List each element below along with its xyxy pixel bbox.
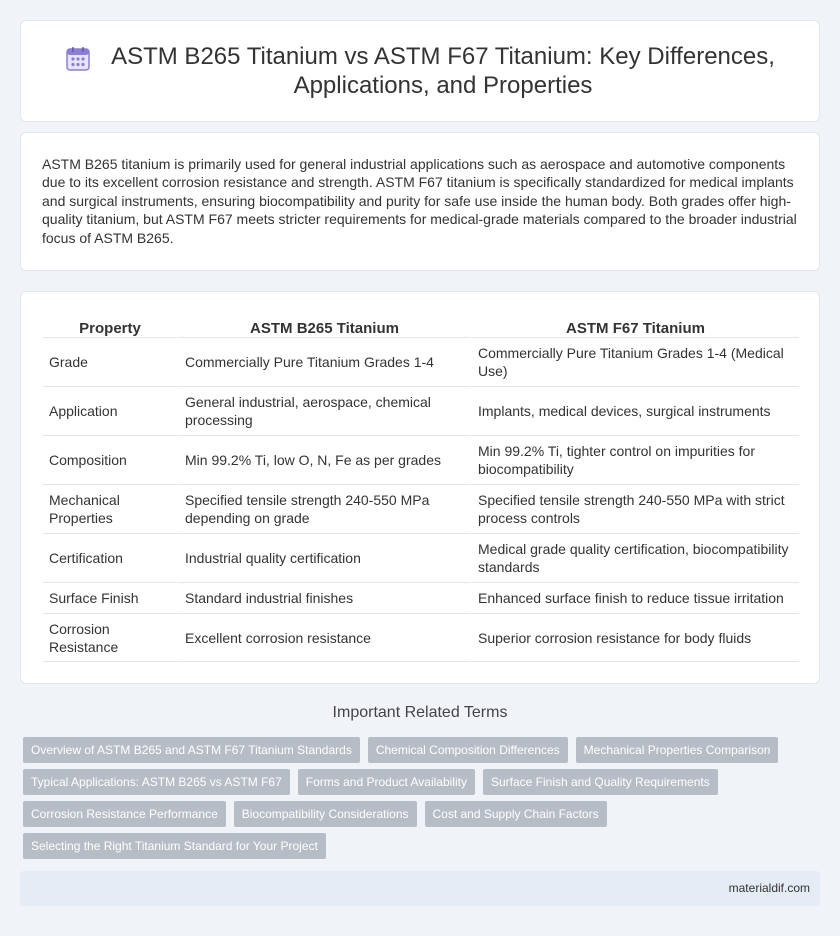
f67-cell: Implants, medical devices, surgical instruments: [470, 386, 799, 435]
related-terms-title: Important Related Terms: [332, 704, 508, 721]
property-cell: Mechanical Properties: [43, 484, 177, 533]
tag-row: [23, 769, 813, 795]
property-cell: Composition: [43, 435, 177, 484]
footer: [20, 871, 820, 906]
tag-row: [23, 737, 813, 763]
related-term-tag[interactable]: Overview of ASTM B265 and ASTM F67 Titanium Standards: [23, 737, 360, 763]
related-term-tag[interactable]: Cost and Supply Chain Factors: [425, 801, 607, 827]
comparison-card: [20, 291, 820, 684]
property-cell: Grade: [43, 337, 177, 386]
b265-cell: Excellent corrosion resistance: [177, 613, 470, 662]
property-cell: Corrosion Resistance: [43, 613, 177, 662]
property-cell: Certification: [43, 533, 177, 582]
tag-row: [23, 833, 813, 859]
f67-cell: Medical grade quality certification, biocompatibility standards: [470, 533, 799, 582]
f67-cell: Min 99.2% Ti, tighter control on impurities for biocompatibility: [470, 435, 799, 484]
tag-row: [23, 801, 813, 827]
intro-paragraph: ASTM B265 titanium is primarily used for general industrial applications such as aerospace and automotive components due to its excellent corrosion resistance and strength. ASTM F67 titanium is specifically standardized for medical implants and surgical instruments, ensuring biocompatibility and purity for safe use inside the human body. Both grades offer high-quality titanium, but ASTM F67 meets stricter requirements for medical-grade materials compared to the broader industrial focus of ASTM B265.: [42, 156, 797, 246]
site-name[interactable]: materialdif.com: [728, 881, 810, 895]
comparison-table: [43, 316, 799, 662]
f67-cell: Specified tensile strength 240-550 MPa with strict process controls: [470, 484, 799, 533]
page-title-line1: ASTM B265 Titanium vs ASTM F67 Titanium: Key Differences,: [111, 43, 775, 70]
table-row: [43, 533, 799, 582]
related-term-tag[interactable]: Forms and Product Availability: [298, 769, 475, 795]
b265-cell: General industrial, aerospace, chemical processing: [177, 386, 470, 435]
table-row: [43, 435, 799, 484]
column-header: ASTM B265 Titanium: [177, 316, 470, 337]
related-term-tag[interactable]: Corrosion Resistance Performance: [23, 801, 226, 827]
property-cell: Surface Finish: [43, 582, 177, 613]
related-term-tag[interactable]: Mechanical Properties Comparison: [576, 737, 779, 763]
header: [35, 42, 805, 100]
related-terms-list: [23, 737, 813, 865]
b265-cell: Commercially Pure Titanium Grades 1-4: [177, 337, 470, 386]
table-row: [43, 386, 799, 435]
property-cell: Application: [43, 386, 177, 435]
f67-cell: Superior corrosion resistance for body fluids: [470, 613, 799, 662]
column-header: Property: [79, 320, 141, 337]
table-header-row: [43, 316, 799, 337]
table-row: [43, 613, 799, 662]
related-term-tag[interactable]: Selecting the Right Titanium Standard for Your Project: [23, 833, 326, 859]
calendar-icon: [65, 46, 91, 72]
table-row: [43, 484, 799, 533]
b265-cell: Min 99.2% Ti, low O, N, Fe as per grades: [177, 435, 470, 484]
related-term-tag[interactable]: Biocompatibility Considerations: [234, 801, 417, 827]
related-term-tag[interactable]: Typical Applications: ASTM B265 vs ASTM F67: [23, 769, 290, 795]
related-term-tag[interactable]: Chemical Composition Differences: [368, 737, 568, 763]
b265-cell: Specified tensile strength 240-550 MPa depending on grade: [177, 484, 470, 533]
column-header: ASTM F67 Titanium: [470, 316, 799, 337]
page-title: [111, 42, 775, 100]
header-card: [20, 20, 820, 122]
page-title-line2: Applications, and Properties: [293, 72, 593, 99]
intro-card: [20, 132, 820, 271]
f67-cell: Enhanced surface finish to reduce tissue irritation: [470, 582, 799, 613]
f67-cell: Commercially Pure Titanium Grades 1-4 (Medical Use): [470, 337, 799, 386]
b265-cell: Standard industrial finishes: [177, 582, 470, 613]
related-term-tag[interactable]: Surface Finish and Quality Requirements: [483, 769, 718, 795]
table-row: [43, 582, 799, 613]
b265-cell: Industrial quality certification: [177, 533, 470, 582]
table-row: [43, 337, 799, 386]
